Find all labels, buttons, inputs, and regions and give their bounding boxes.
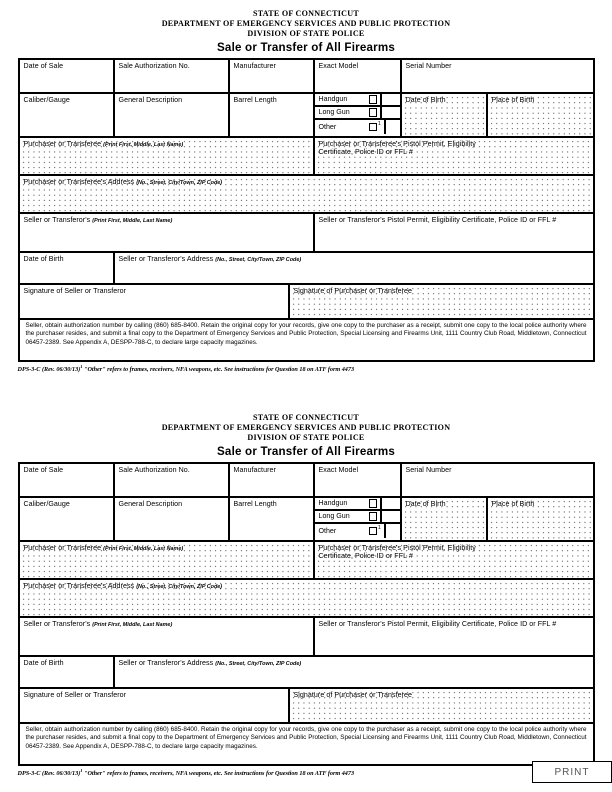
seller-name-hint: (Print First, Middle, Last Name) — [92, 217, 173, 224]
agency-state-line-2: STATE OF CONNECTICUT — [252, 413, 360, 422]
label-serial-number-2: Serial Number — [405, 465, 452, 474]
footnote-note: "Other" refers to frames, receivers, NFA weapons, etc. See instructions for Question 18 on ATF form 4473 — [84, 365, 355, 373]
checkbox-row-other[interactable] — [315, 120, 400, 133]
checkbox-long-gun-2[interactable] — [369, 512, 378, 521]
table-row-seller-address-2 — [20, 657, 593, 689]
label-general-description: General Description — [118, 95, 183, 104]
cell-signature-purchaser[interactable] — [290, 285, 593, 318]
cell-exact-model-2[interactable] — [315, 464, 402, 496]
seller-address-text: Seller or Transferor's Address — [118, 254, 214, 263]
footnote-marker-2: 1 — [80, 767, 83, 773]
label-signature-purchaser: Signature of Purchaser or Transferee — [293, 286, 413, 295]
cell-date-of-sale[interactable] — [20, 60, 115, 92]
table-row-firearm-identification — [20, 60, 593, 94]
cell-seller-name-2[interactable] — [20, 618, 315, 655]
form-header-2 — [0, 404, 612, 459]
label-manufacturer: Manufacturer — [233, 61, 276, 70]
cell-caliber-gauge[interactable] — [20, 94, 115, 136]
checkbox-long-gun[interactable] — [369, 108, 378, 117]
table-row-firearm-description-2 — [20, 498, 593, 542]
label-purchaser-name — [24, 140, 313, 150]
label-purchaser-address — [24, 178, 593, 188]
label-signature-purchaser-2: Signature of Purchaser or Transferee — [293, 690, 413, 699]
cell-seller-address-2[interactable] — [115, 657, 593, 687]
label-seller-name-2 — [24, 620, 313, 630]
checkbox-other-2[interactable] — [369, 527, 378, 536]
label-signature-seller: Signature of Seller or Transferor — [23, 286, 127, 295]
cell-purchaser-address[interactable] — [20, 176, 593, 212]
label-other-2: Other — [318, 526, 337, 535]
table-row-purchaser-address — [20, 176, 593, 214]
checkbox-handgun-2[interactable] — [369, 499, 378, 508]
label-seller-address-2 — [119, 659, 593, 669]
cell-signature-seller-2[interactable] — [20, 689, 290, 722]
firearm-transfer-table-2 — [18, 462, 595, 766]
cell-caliber-gauge-2[interactable] — [20, 498, 115, 540]
checkbox-row-handgun-2[interactable] — [315, 498, 400, 511]
footnote-note-2: "Other" refers to frames, receivers, NFA weapons, etc. See instructions for Question 18 on ATF form 4473 — [84, 769, 355, 777]
cell-seller-name[interactable] — [20, 214, 315, 251]
checkbox-other[interactable] — [369, 123, 378, 132]
checkbox-handgun[interactable] — [369, 95, 378, 104]
footnote-form-id-2: DPS-3-C — [17, 769, 41, 777]
other-spacer — [384, 120, 400, 133]
table-row-signatures-2 — [20, 689, 593, 724]
cell-purchaser-date-of-birth[interactable] — [402, 94, 488, 136]
long-gun-spacer-2 — [380, 511, 400, 522]
cell-seller-date-of-birth[interactable] — [20, 253, 115, 283]
purchaser-address-text: Purchaser or Transferee's Address — [23, 177, 135, 186]
label-long-gun-2: Long Gun — [318, 512, 350, 521]
table-row-firearm-identification-2 — [20, 464, 593, 498]
agency-department-line-2: DEPARTMENT OF EMERGENCY SERVICES AND PUBLIC PROTECTION — [161, 423, 451, 433]
label-purchaser-name-2 — [24, 544, 313, 554]
label-handgun: Handgun — [318, 94, 348, 103]
label-other: Other — [318, 122, 337, 131]
agency-division-line: DIVISION OF STATE POLICE — [247, 29, 365, 39]
cell-instructions — [20, 320, 593, 360]
purchaser-address-hint: (No., Street, City/Town, ZIP Code) — [136, 179, 223, 186]
table-row-instructions — [20, 320, 593, 360]
agency-division-line-2: DIVISION OF STATE POLICE — [247, 433, 365, 443]
other-footnote-marker: 1 — [378, 121, 381, 128]
form-copy-bottom — [0, 404, 612, 778]
cell-signature-purchaser-2[interactable] — [290, 689, 593, 722]
label-long-gun: Long Gun — [318, 108, 350, 117]
cell-general-description[interactable] — [115, 94, 230, 136]
form-title: Sale or Transfer of All Firearms — [216, 40, 395, 54]
cell-serial-number-2[interactable] — [402, 464, 593, 496]
cell-sale-authorization-no[interactable] — [115, 60, 230, 92]
table-row-instructions-2 — [20, 724, 593, 764]
label-place-of-birth: Place of Birth — [491, 95, 535, 104]
cell-firearm-type-checkboxes — [315, 94, 402, 136]
checkbox-row-handgun[interactable] — [315, 94, 400, 107]
print-button[interactable]: PRINT — [532, 761, 612, 783]
cell-purchaser-permit[interactable] — [315, 138, 593, 174]
cell-sale-authorization-no-2[interactable] — [115, 464, 230, 496]
label-seller-permit: Seller or Transferor's Pistol Permit, Eligibility Certificate, Police ID or FFL # — [318, 215, 557, 224]
label-sale-authorization-no: Sale Authorization No. — [118, 61, 190, 70]
label-purchaser-permit-2: Purchaser or Transferee's Pistol Permit, Eligibility Certificate, Police ID or FFL # — [318, 543, 476, 561]
label-manufacturer-2: Manufacturer — [233, 465, 276, 474]
label-barrel-length-2: Barrel Length — [233, 499, 277, 508]
table-row-seller-identity — [20, 214, 593, 253]
firearm-transfer-table — [18, 58, 595, 362]
label-date-of-sale-2: Date of Sale — [23, 465, 64, 474]
label-seller-name — [24, 216, 313, 226]
label-purchaser-permit: Purchaser or Transferee's Pistol Permit, Eligibility Certificate, Police ID or FFL # — [318, 139, 476, 157]
label-serial-number: Serial Number — [405, 61, 452, 70]
cell-purchaser-name-2[interactable] — [20, 542, 315, 578]
cell-purchaser-name[interactable] — [20, 138, 315, 174]
form-copy-top — [0, 0, 612, 374]
checkbox-row-other-2[interactable] — [315, 524, 400, 537]
handgun-spacer-2 — [380, 498, 400, 509]
label-date-of-sale: Date of Sale — [23, 61, 64, 70]
label-purchaser-address-2 — [24, 582, 593, 592]
label-exact-model-2: Exact Model — [318, 465, 359, 474]
label-seller-date-of-birth: Date of Birth — [23, 254, 64, 263]
label-date-of-birth: Date of Birth — [405, 95, 446, 104]
cell-instructions-2 — [20, 724, 593, 764]
cell-purchaser-permit-2[interactable] — [315, 542, 593, 578]
checkbox-row-long-gun[interactable] — [315, 107, 400, 120]
other-spacer-2 — [384, 524, 400, 537]
seller-name-text-2: Seller or Transferor's — [23, 619, 91, 628]
cell-purchaser-date-of-birth-2[interactable] — [402, 498, 488, 540]
label-exact-model: Exact Model — [318, 61, 359, 70]
label-seller-address — [119, 255, 593, 265]
cell-signature-seller[interactable] — [20, 285, 290, 318]
label-sale-authorization-no-2: Sale Authorization No. — [118, 465, 190, 474]
cell-general-description-2[interactable] — [115, 498, 230, 540]
cell-seller-permit-2[interactable] — [315, 618, 593, 655]
purchaser-name-hint: (Print First, Middle, Last Name) — [103, 141, 184, 148]
seller-name-hint-2: (Print First, Middle, Last Name) — [92, 621, 173, 628]
long-gun-spacer — [380, 107, 400, 118]
footnote-form-id: DPS-3-C — [17, 365, 41, 373]
cell-barrel-length-2[interactable] — [230, 498, 315, 540]
label-general-description-2: General Description — [118, 499, 183, 508]
form-title-2: Sale or Transfer of All Firearms — [216, 444, 395, 458]
form-footnote-2 — [18, 767, 595, 778]
other-footnote-marker-2: 1 — [378, 525, 381, 532]
cell-manufacturer[interactable] — [230, 60, 315, 92]
seller-address-hint: (No., Street, City/Town, ZIP Code) — [215, 256, 302, 263]
cell-purchaser-place-of-birth[interactable] — [488, 94, 593, 136]
label-caliber-gauge: Caliber/Gauge — [23, 95, 70, 104]
label-seller-date-of-birth-2: Date of Birth — [23, 658, 64, 667]
agency-state-line: STATE OF CONNECTICUT — [252, 9, 360, 18]
cell-seller-address[interactable] — [115, 253, 593, 283]
form-footnote — [18, 363, 595, 374]
table-row-purchaser-identity — [20, 138, 593, 176]
cell-purchaser-place-of-birth-2[interactable] — [488, 498, 593, 540]
cell-barrel-length[interactable] — [230, 94, 315, 136]
cell-seller-date-of-birth-2[interactable] — [20, 657, 115, 687]
label-seller-permit-2: Seller or Transferor's Pistol Permit, Eligibility Certificate, Police ID or FFL # — [318, 619, 557, 628]
cell-manufacturer-2[interactable] — [230, 464, 315, 496]
cell-date-of-sale-2[interactable] — [20, 464, 115, 496]
table-row-firearm-description — [20, 94, 593, 138]
table-row-purchaser-address-2 — [20, 580, 593, 618]
label-signature-seller-2: Signature of Seller or Transferor — [23, 690, 127, 699]
seller-address-hint-2: (No., Street, City/Town, ZIP Code) — [215, 660, 302, 667]
checkbox-row-long-gun-2[interactable] — [315, 511, 400, 524]
purchaser-address-text-2: Purchaser or Transferee's Address — [23, 581, 135, 590]
cell-exact-model[interactable] — [315, 60, 402, 92]
seller-address-text-2: Seller or Transferor's Address — [118, 658, 214, 667]
seller-name-text: Seller or Transferor's — [23, 215, 91, 224]
instructions-text-2: Seller, obtain authorization number by calling (860) 685-8400. Retain the original copy for your records, give one copy to the purchaser as a receipt, submit one copy to the local police authority where the purchaser resides, and submit a final copy to the Department of Emergency Services and Public Protection, Special Licensing and Firearms Unit, 1111 Country Club Road, Middletown, Connecticut 06457-2389. See Appendix A, DESPP-788-C, to declare large capacity magazines. — [25, 725, 587, 751]
cell-seller-permit[interactable] — [315, 214, 593, 251]
table-row-seller-address — [20, 253, 593, 285]
agency-department-line: DEPARTMENT OF EMERGENCY SERVICES AND PUBLIC PROTECTION — [161, 19, 451, 29]
purchaser-name-text: Purchaser or Transferee — [23, 139, 102, 148]
form-header — [0, 0, 612, 55]
footnote-marker: 1 — [80, 363, 83, 369]
table-row-seller-identity-2 — [20, 618, 593, 657]
purchaser-name-hint-2: (Print First, Middle, Last Name) — [103, 545, 184, 552]
table-row-signatures — [20, 285, 593, 320]
footnote-revision-2: (Rev. 06/30/13) — [41, 769, 81, 777]
label-caliber-gauge-2: Caliber/Gauge — [23, 499, 70, 508]
purchaser-address-hint-2: (No., Street, City/Town, ZIP Code) — [136, 583, 223, 590]
purchaser-name-text-2: Purchaser or Transferee — [23, 543, 102, 552]
instructions-text: Seller, obtain authorization number by calling (860) 685-8400. Retain the original copy for your records, give one copy to the purchaser as a receipt, submit one copy to the local police authority where the purchaser resides, and submit a final copy to the Department of Emergency Services and Public Protection, Special Licensing and Firearms Unit, 1111 Country Club Road, Middletown, Connecticut 06457-2389. See Appendix A, DESPP-788-C, to declare large capacity magazines. — [25, 321, 587, 347]
table-row-purchaser-identity-2 — [20, 542, 593, 580]
label-date-of-birth-2: Date of Birth — [405, 499, 446, 508]
label-barrel-length: Barrel Length — [233, 95, 277, 104]
footnote-revision: (Rev. 06/30/13) — [41, 365, 81, 373]
label-place-of-birth-2: Place of Birth — [491, 499, 535, 508]
handgun-spacer — [380, 94, 400, 105]
cell-serial-number[interactable] — [402, 60, 593, 92]
cell-purchaser-address-2[interactable] — [20, 580, 593, 616]
cell-firearm-type-checkboxes-2 — [315, 498, 402, 540]
label-handgun-2: Handgun — [318, 498, 348, 507]
